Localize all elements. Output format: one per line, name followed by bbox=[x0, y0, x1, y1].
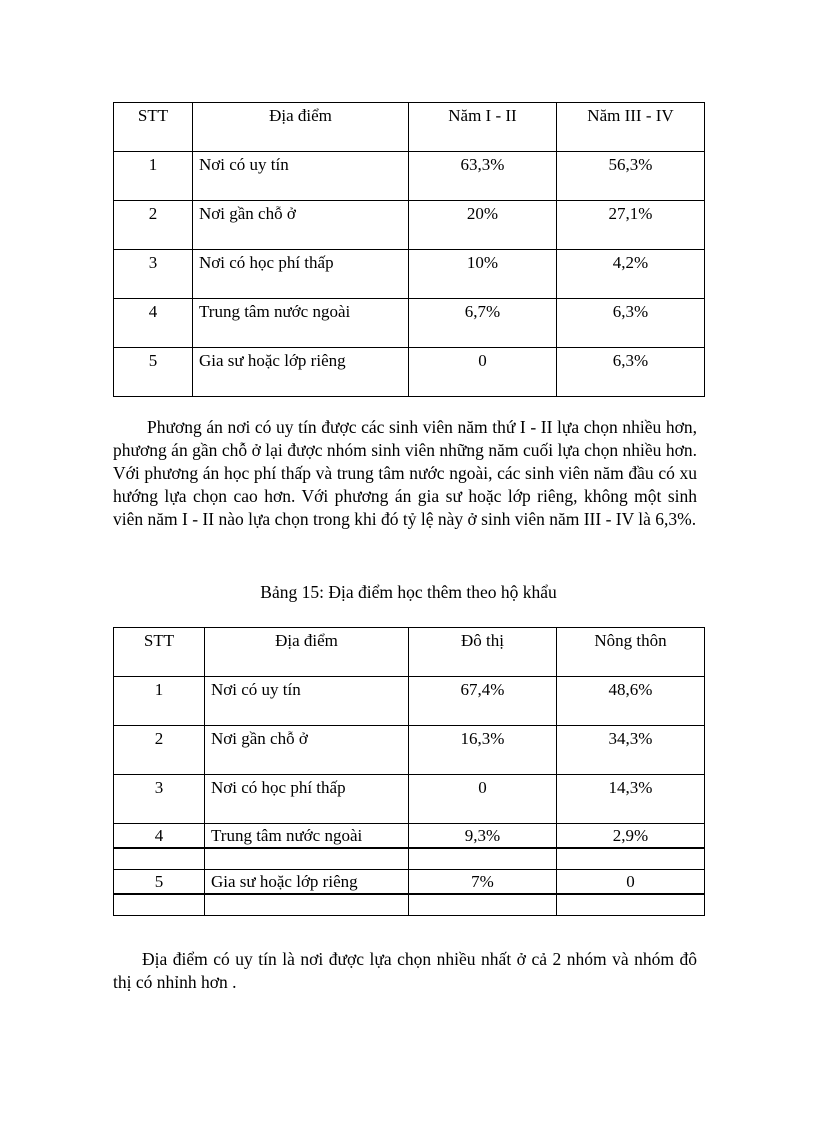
cell-rural: 0 bbox=[557, 870, 705, 895]
table-spacer-row bbox=[114, 894, 705, 916]
header-rural: Nông thôn bbox=[557, 628, 705, 677]
cell-urban: 67,4% bbox=[409, 677, 557, 726]
cell-location: Nơi có học phí thấp bbox=[193, 250, 409, 299]
header-urban: Đô thị bbox=[409, 628, 557, 677]
cell-stt: 2 bbox=[114, 726, 205, 775]
table-study-location-by-year bbox=[113, 102, 705, 397]
cell-rural: 2,9% bbox=[557, 824, 705, 849]
cell-urban: 9,3% bbox=[409, 824, 557, 849]
table-row bbox=[114, 677, 705, 726]
paragraph-analysis-by-year: Phương án nơi có uy tín được các sinh viên năm thứ I - II lựa chọn nhiều hơn, phương án gần chỗ ở lại được nhóm sinh viên những năm cuối lựa chọn nhiều hơn. Với phương án học phí thấp và trung tâm nước ngoài, các sinh viên năm đầu có xu hướng lựa chọn cao hơn. Với phương án gia sư hoặc lớp riêng, không một sinh viên năm I - II nào lựa chọn trong khi đó tỷ lệ này ở sinh viên năm III - IV là 6,3%. bbox=[113, 416, 697, 529]
cell-year-3-4: 27,1% bbox=[557, 201, 705, 250]
table-row bbox=[114, 250, 705, 299]
table-header-row bbox=[114, 628, 705, 677]
cell-year-1-2: 20% bbox=[409, 201, 557, 250]
table-row bbox=[114, 201, 705, 250]
header-stt: STT bbox=[114, 103, 193, 152]
cell-rural: 14,3% bbox=[557, 775, 705, 824]
cell-stt: 5 bbox=[114, 348, 193, 397]
cell-stt: 3 bbox=[114, 775, 205, 824]
table-row bbox=[114, 824, 705, 849]
table-row bbox=[114, 870, 705, 895]
table-row bbox=[114, 152, 705, 201]
cell-stt: 4 bbox=[114, 824, 205, 849]
header-year-3-4: Năm III - IV bbox=[557, 103, 705, 152]
cell-rural: 48,6% bbox=[557, 677, 705, 726]
header-year-1-2: Năm I - II bbox=[409, 103, 557, 152]
cell-year-3-4: 6,3% bbox=[557, 348, 705, 397]
header-location: Địa điểm bbox=[193, 103, 409, 152]
paragraph-analysis-by-residence: Địa điểm có uy tín là nơi được lựa chọn nhiều nhất ở cả 2 nhóm và nhóm đô thị có nhỉnh hơn . bbox=[113, 948, 697, 992]
cell-location: Nơi có uy tín bbox=[205, 677, 409, 726]
cell-year-1-2: 63,3% bbox=[409, 152, 557, 201]
cell-year-1-2: 10% bbox=[409, 250, 557, 299]
cell-urban: 0 bbox=[409, 775, 557, 824]
header-location: Địa điểm bbox=[205, 628, 409, 677]
cell-urban: 7% bbox=[409, 870, 557, 895]
cell-urban: 16,3% bbox=[409, 726, 557, 775]
header-stt: STT bbox=[114, 628, 205, 677]
cell-year-3-4: 6,3% bbox=[557, 299, 705, 348]
cell-rural: 34,3% bbox=[557, 726, 705, 775]
table-header-row bbox=[114, 103, 705, 152]
cell-location: Gia sư hoặc lớp riêng bbox=[205, 870, 409, 895]
table-row bbox=[114, 726, 705, 775]
cell-stt: 3 bbox=[114, 250, 193, 299]
cell-location: Nơi gần chỗ ở bbox=[205, 726, 409, 775]
cell-location: Trung tâm nước ngoài bbox=[193, 299, 409, 348]
cell-location: Nơi gần chỗ ở bbox=[193, 201, 409, 250]
cell-year-3-4: 56,3% bbox=[557, 152, 705, 201]
table-row bbox=[114, 299, 705, 348]
cell-year-1-2: 6,7% bbox=[409, 299, 557, 348]
cell-year-1-2: 0 bbox=[409, 348, 557, 397]
cell-location: Gia sư hoặc lớp riêng bbox=[193, 348, 409, 397]
table-row bbox=[114, 348, 705, 397]
cell-location: Nơi có uy tín bbox=[193, 152, 409, 201]
cell-location: Trung tâm nước ngoài bbox=[205, 824, 409, 849]
cell-location: Nơi có học phí thấp bbox=[205, 775, 409, 824]
table-caption: Bảng 15: Địa điểm học thêm theo hộ khẩu bbox=[260, 582, 557, 602]
cell-stt: 5 bbox=[114, 870, 205, 895]
cell-stt: 1 bbox=[114, 152, 193, 201]
cell-stt: 2 bbox=[114, 201, 193, 250]
cell-stt: 1 bbox=[114, 677, 205, 726]
table-row bbox=[114, 775, 705, 824]
table-study-location-by-residence bbox=[113, 627, 705, 916]
table-spacer-row bbox=[114, 848, 705, 870]
cell-year-3-4: 4,2% bbox=[557, 250, 705, 299]
cell-stt: 4 bbox=[114, 299, 193, 348]
